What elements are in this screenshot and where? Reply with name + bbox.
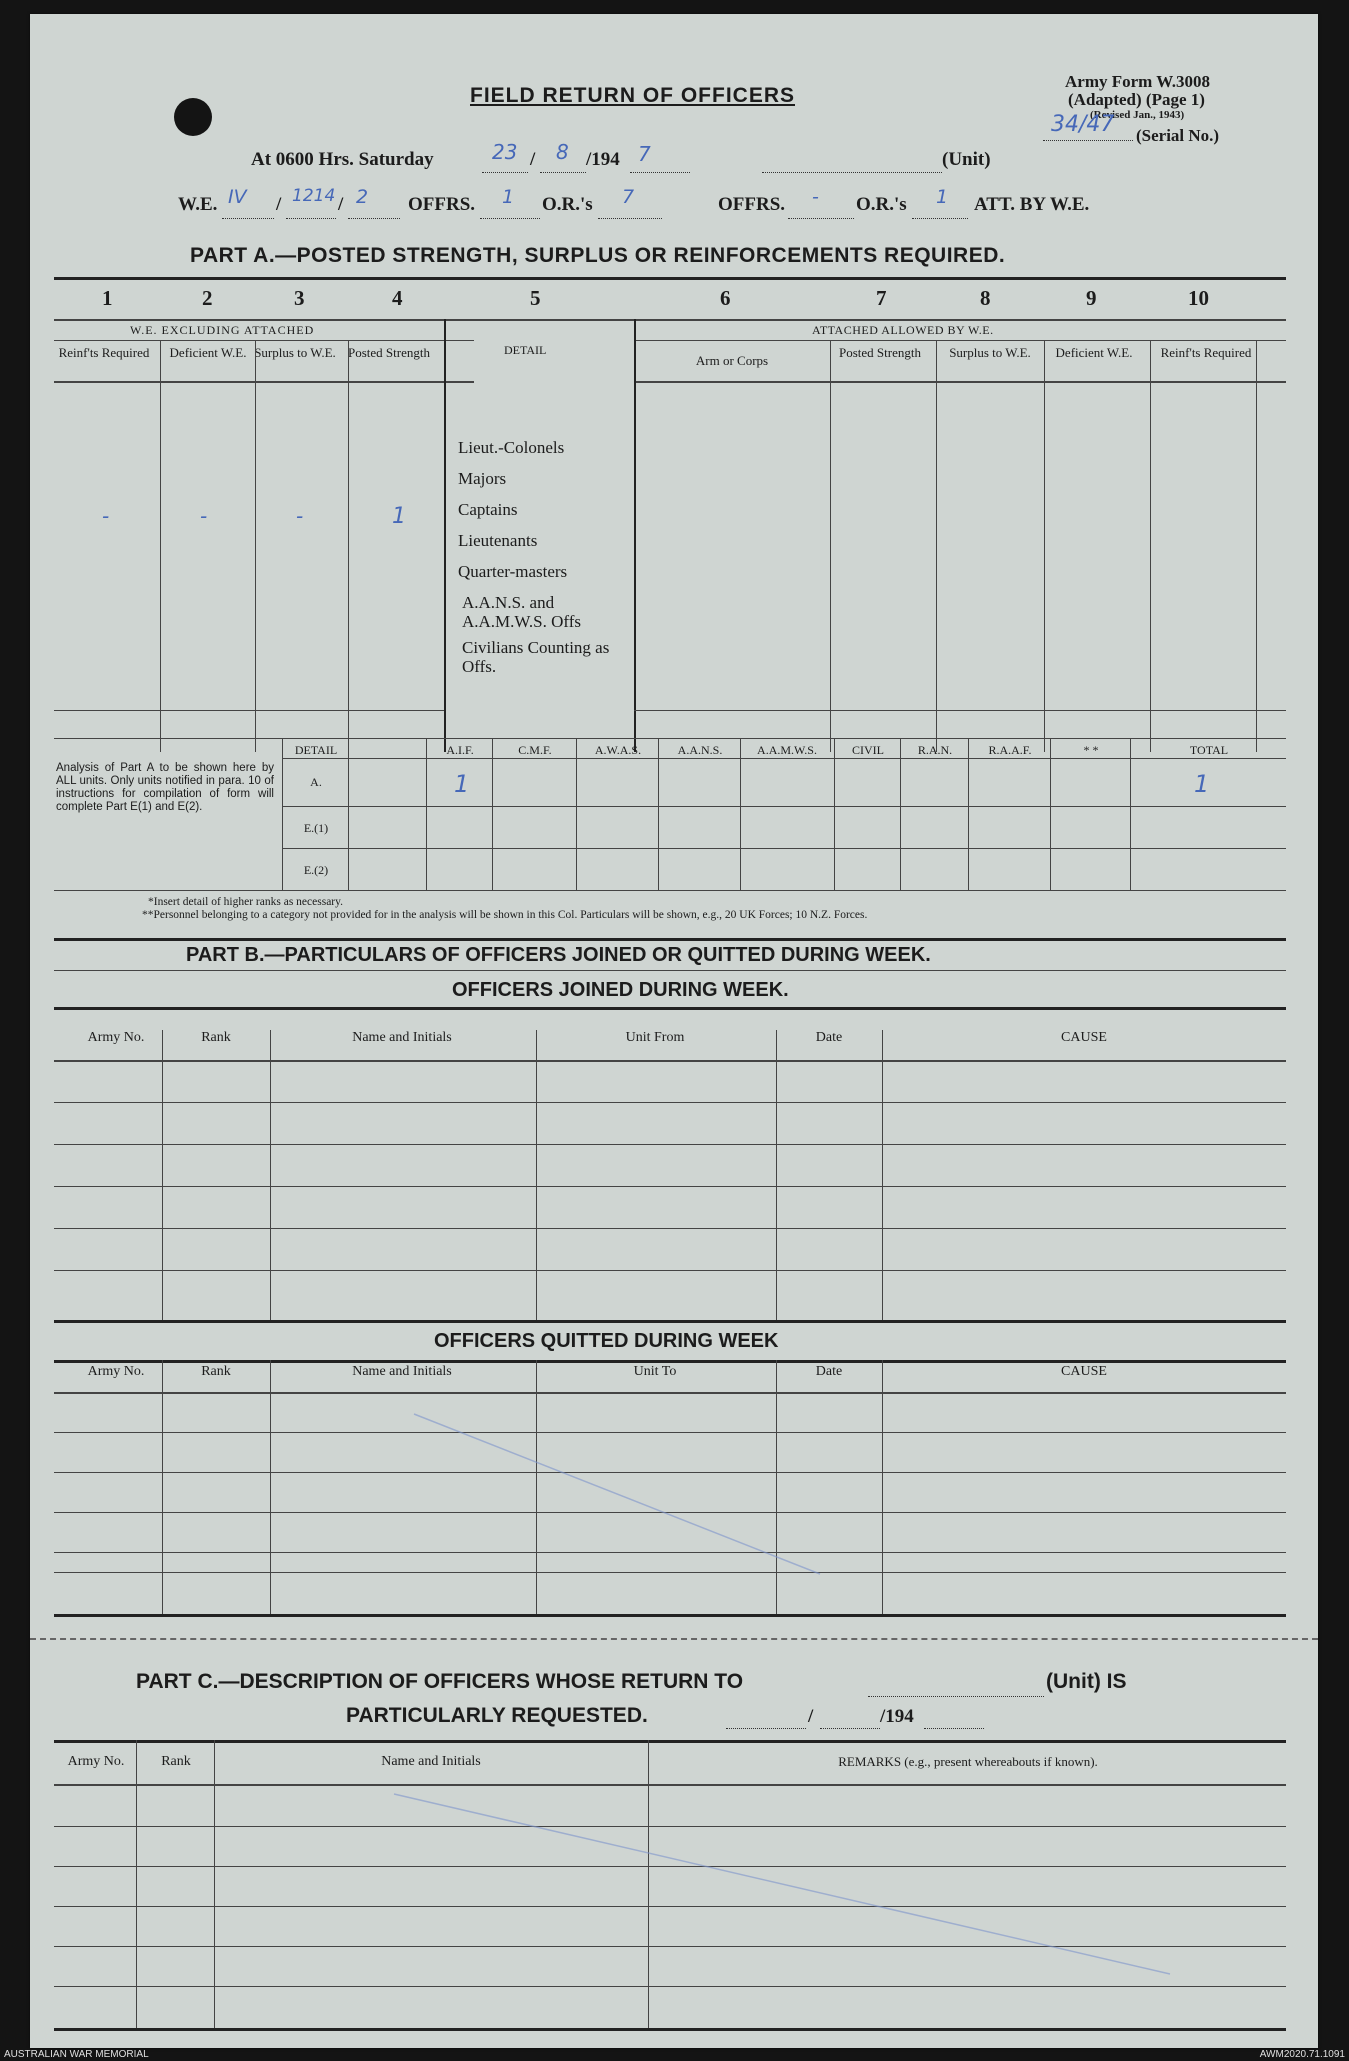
footnote-1: *Insert detail of higher ranks as necessary. <box>148 896 344 908</box>
quitted-col-unit-to: Unit To <box>633 1364 677 1379</box>
unit-field[interactable] <box>762 152 942 173</box>
we-label: W.E. <box>178 194 218 215</box>
right-col-posted: Posted Strength <box>839 345 921 360</box>
left-col-posted: Posted Strength <box>348 345 430 360</box>
offrs-label: OFFRS. <box>408 194 476 215</box>
analysis-head-detail: DETAIL <box>294 743 338 757</box>
analysis-head-aif: A.I.F. <box>446 743 474 757</box>
quitted-col-army-no: Army No. <box>87 1364 145 1379</box>
right-col-arm: Arm or Corps <box>695 353 769 368</box>
col-num-1: 1 <box>102 286 113 310</box>
analysis-note: Analysis of Part A to be shown here by ALL units. Only units notified in para. 10 of instructions for compilation of form will complete Part E(1) and E(2). <box>56 762 274 813</box>
quitted-col-cause: CAUSE <box>1061 1364 1107 1379</box>
left-col-deficient: Deficient W.E. <box>169 345 247 360</box>
detail-label: DETAIL <box>504 343 547 357</box>
ors2-field[interactable] <box>912 186 968 219</box>
hw-reinfts: - <box>102 504 110 528</box>
serial-handwritten: 34/47 <box>1051 112 1115 137</box>
hw-deficient: - <box>200 504 208 528</box>
col-num-3: 3 <box>294 286 305 310</box>
serial-label: (Serial No.) <box>1136 126 1220 145</box>
we-handwritten-2: 1214 <box>292 186 336 206</box>
quitted-title: OFFICERS QUITTED DURING WEEK <box>434 1330 779 1352</box>
analysis-head-other: * * <box>1083 743 1099 757</box>
offrs-field[interactable] <box>480 186 540 219</box>
we-handwritten-1: IV <box>228 186 247 208</box>
analysis-head-cmf: C.M.F. <box>518 743 552 757</box>
form-sheet: FIELD RETURN OF OFFICERS Army Form W.3008 (Adapted) (Page 1) (Revised Jan., 1943) 34/47 (Serial No.) At 0600 Hrs. Saturday 23 / 8 /194 7 (Unit) W.E. IV / 1214 / 2 OFFRS. 1 O.R.'s 7 OFFRS. - O.R.'s 1 ATT. BY W.E. PART A.—POSTED STRENGTH, SURPLUS OR REINFORCEMENTS REQUIRED. 1 2 3 4 5 6 7 8 9 10 W.E. EXCLUDING ATTACHED ATTACHED ALLOWED BY W.E. DETAIL Reinf'ts Required Deficient W.E. Surplus to W.E. Posted Strength Arm or Corps Posted Strength Surplus to W.E. Deficient W.E. Reinf'ts Required Lieut.-Colonels Majors Captains Lieutenants Quarter-masters A.A.N.S. and A.A.M.W.S. Offs Civilians Counting as Offs. - - - 1 Analysis of Part A to be shown here by ALL units. Only units notified in para. 10 of instructions for compilation of form will complete Part E(1) and E(2). DETAIL A.I.F. C.M.F. A.W.A.S. A.A.N.S. A.A.M.W.S. CIVIL R.A.N. R.A.A.F. * * TOTAL A. E.(1) E.(2) 1 1 *Insert detail of higher ranks as necessary. **Personnel belonging to a category not provided for in the analysis will be shown in this Col. Particulars will be shown, e.g., 20 UK Forces; 10 N.Z. Forces. PART B.—PARTICULARS OF OFFICERS JOINED OR QUITTED DURING WEEK. OFFICERS JOINED DURING WEEK. Army No. Rank Name and Initials Unit From Date CAUSE OFFICERS QUITTED DURING WEEK Army No. Rank Name and Initials Unit To Date CAUSE PART C.—DESCRIPTION OF OFFICERS WHOSE RETURN TO (Unit) IS PARTICULARLY REQUESTED. / /194 Army No. Rank Name and Initials REMARKS (e.g., present whereabouts if known). <box>30 14 1318 2048</box>
part-c-col-army-no: Army No. <box>67 1754 125 1769</box>
right-col-deficient: Deficient W.E. <box>1055 345 1133 360</box>
analysis-head-ran: R.A.N. <box>917 743 953 757</box>
army-form-label: Army Form W.3008 <box>1065 72 1210 91</box>
analysis-head-raaf: R.A.A.F. <box>988 743 1032 757</box>
year-field[interactable] <box>630 142 690 173</box>
rank-lieutenants: Lieutenants <box>458 531 538 550</box>
left-col-surplus: Surplus to W.E. <box>254 345 336 360</box>
footer-left: AUSTRALIAN WAR MEMORIAL <box>4 2049 149 2060</box>
hw-aif-a: 1 <box>454 770 470 798</box>
col-num-7: 7 <box>876 286 887 310</box>
part-c-year-field[interactable] <box>924 1712 984 1729</box>
punch-hole <box>174 98 212 136</box>
part-c-col-remarks: REMARKS (e.g., present whereabouts if known). <box>838 1754 1098 1769</box>
analysis-head-aamws: A.A.M.W.S. <box>757 743 817 757</box>
ors-handwritten: 7 <box>622 186 635 208</box>
day-handwritten: 23 <box>492 140 518 164</box>
part-b-title: PART B.—PARTICULARS OF OFFICERS JOINED OR QUITTED DURING WEEK. <box>186 944 931 966</box>
part-c-month-field[interactable] <box>820 1712 880 1729</box>
col-num-5: 5 <box>530 286 541 310</box>
ors-label: O.R.'s <box>542 194 593 215</box>
analysis-head-total: TOTAL <box>1189 743 1229 757</box>
joined-col-rank: Rank <box>201 1030 231 1045</box>
right-col-reinfts: Reinf'ts Required <box>1160 345 1252 360</box>
joined-col-cause: CAUSE <box>1061 1030 1107 1045</box>
hw-posted: 1 <box>392 504 406 529</box>
col-num-2: 2 <box>202 286 213 310</box>
analysis-row-e1: E.(1) <box>303 821 329 835</box>
hw-total-a: 1 <box>1194 770 1210 798</box>
part-c-year: /194 <box>880 1706 914 1727</box>
attached-allowed-label: ATTACHED ALLOWED BY W.E. <box>812 323 994 337</box>
offrs2-label: OFFRS. <box>718 194 786 215</box>
rank-civilians: Civilians Counting as Offs. <box>462 638 610 676</box>
rank-aans-aamws: A.A.N.S. and A.A.M.W.S. Offs <box>462 593 582 631</box>
we-field-3[interactable] <box>348 186 400 219</box>
at-line-label: At 0600 Hrs. Saturday <box>251 149 434 170</box>
part-c-unit-label: (Unit) IS <box>1046 1670 1127 1693</box>
year-handwritten: 7 <box>638 142 651 166</box>
ors-field[interactable] <box>598 186 662 219</box>
joined-col-date: Date <box>815 1030 843 1045</box>
part-c-col-rank: Rank <box>161 1754 191 1769</box>
rank-lieut-colonels: Lieut.-Colonels <box>458 438 565 457</box>
offrs2-handwritten: - <box>812 186 819 208</box>
col-num-10: 10 <box>1188 286 1209 310</box>
part-a-title: PART A.—POSTED STRENGTH, SURPLUS OR REINFORCEMENTS REQUIRED. <box>190 244 1006 267</box>
analysis-head-civil: CIVIL <box>852 743 884 757</box>
rank-quartermasters: Quarter-masters <box>458 562 568 581</box>
we-field-1[interactable] <box>222 186 274 219</box>
part-c-title-2: PARTICULARLY REQUESTED. <box>346 1704 648 1727</box>
analysis-head-aans: A.A.N.S. <box>677 743 723 757</box>
col-num-6: 6 <box>720 286 731 310</box>
pencil-stroke-quitted <box>410 1404 830 1644</box>
offrs-handwritten: 1 <box>502 186 515 208</box>
part-c-day-field[interactable] <box>726 1712 806 1729</box>
form-title: FIELD RETURN OF OFFICERS <box>470 84 795 107</box>
footer-right: AWM2020.71.1091 <box>1259 2049 1345 2060</box>
joined-title: OFFICERS JOINED DURING WEEK. <box>452 979 789 1001</box>
offrs2-field[interactable] <box>788 186 854 219</box>
part-c-col-name: Name and Initials <box>381 1754 481 1769</box>
serial-field[interactable] <box>1043 112 1133 141</box>
adapted-label: (Adapted) (Page 1) <box>1068 90 1205 109</box>
hw-surplus: - <box>296 504 304 528</box>
footnote-2: **Personnel belonging to a category not provided for in the analysis will be shown in this Col. Particulars will be shown, e.g., 20 UK Forces; 10 N.Z. Forces. <box>142 909 868 921</box>
quitted-col-date: Date <box>815 1364 843 1379</box>
day-field[interactable] <box>482 140 528 173</box>
left-col-reinfts: Reinf'ts Required <box>58 345 150 360</box>
right-col-surplus: Surplus to W.E. <box>949 345 1031 360</box>
revised-label: (Revised Jan., 1943) <box>1090 109 1185 121</box>
joined-col-army-no: Army No. <box>87 1030 145 1045</box>
analysis-head-awas: A.W.A.S. <box>594 743 642 757</box>
rank-captains: Captains <box>458 500 518 519</box>
month-field[interactable] <box>540 140 586 173</box>
we-handwritten-3: 2 <box>356 186 369 208</box>
part-c-unit-field[interactable] <box>868 1678 1044 1697</box>
att-label: ATT. BY W.E. <box>974 194 1090 215</box>
quitted-col-name: Name and Initials <box>352 1364 452 1379</box>
quitted-col-rank: Rank <box>201 1364 231 1379</box>
col-num-4: 4 <box>392 286 403 310</box>
part-c-title: PART C.—DESCRIPTION OF OFFICERS WHOSE RETURN TO <box>136 1670 744 1693</box>
we-field-2[interactable] <box>286 186 336 219</box>
joined-col-unit-from: Unit From <box>625 1030 685 1045</box>
ors2-handwritten: 1 <box>936 186 949 208</box>
analysis-row-a: A. <box>310 775 322 789</box>
analysis-row-e2: E.(2) <box>303 863 329 877</box>
year-prefix: /194 <box>586 149 620 170</box>
ors2-label: O.R.'s <box>856 194 907 215</box>
joined-col-name: Name and Initials <box>352 1030 452 1045</box>
we-excluding-label: W.E. EXCLUDING ATTACHED <box>130 323 315 337</box>
unit-label: (Unit) <box>942 149 991 170</box>
col-num-9: 9 <box>1086 286 1097 310</box>
col-num-8: 8 <box>980 286 991 310</box>
month-handwritten: 8 <box>556 140 569 164</box>
rank-majors: Majors <box>458 469 507 488</box>
pencil-stroke-part-c <box>390 1774 1190 1994</box>
